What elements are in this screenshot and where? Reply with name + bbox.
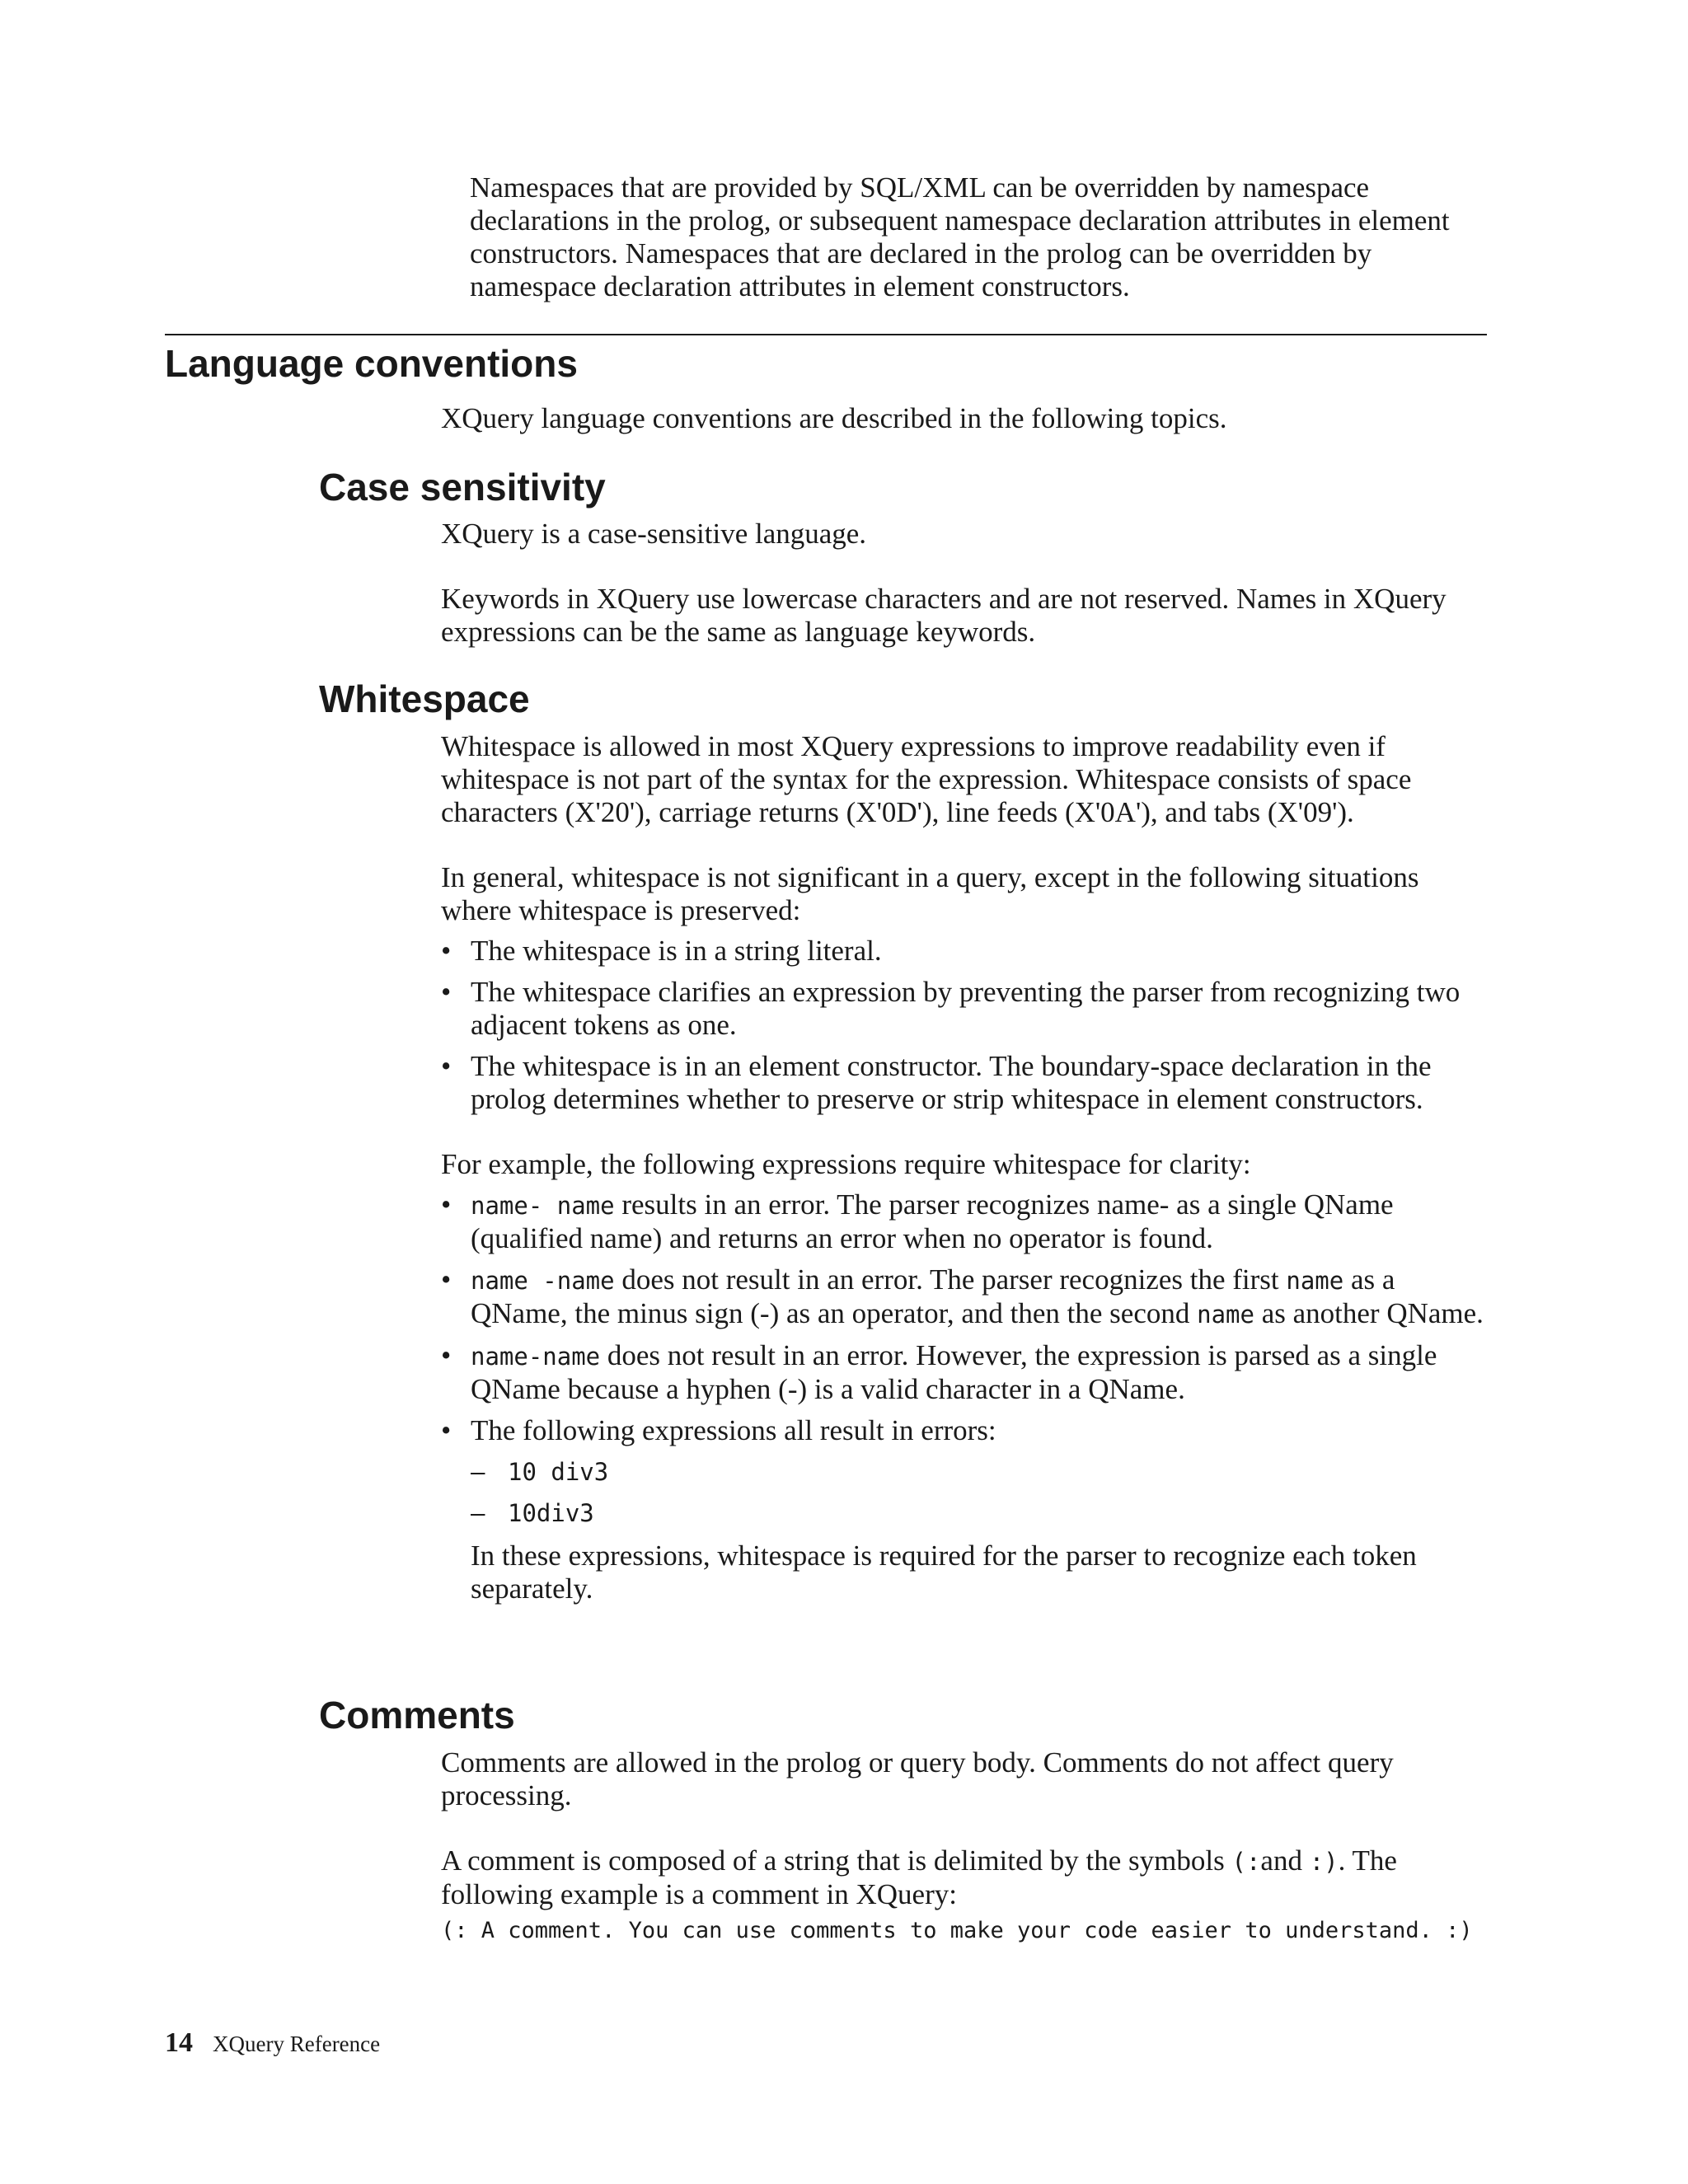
comment-example: (: A comment. You can use comments to make your code easier to understand. :) [441,1918,1473,1943]
list-item: • The whitespace is in a string literal. [441,935,1492,968]
code-snippet: name -name [471,1267,615,1295]
heading-language-conventions: Language conventions [165,342,578,385]
list-item: – 10div3 [471,1497,1492,1530]
heading-whitespace: Whitespace [319,677,530,720]
case-sensitivity-p1: XQuery is a case-sensitive language. [441,518,867,550]
heading-case-sensitivity: Case sensitivity [319,466,606,509]
book-title: XQuery Reference [213,2032,381,2056]
whitespace-p2: In general, whitespace is not significant in a query, except in the following situations where whitespace is preserved: [441,861,1419,926]
list-item: • The following expressions all result in errors: – 10 div3 – 10div3 In these expressions, whitespace is required for the parser to recognize each token separately. [441,1414,1492,1605]
code-snippet: name- name [471,1192,615,1220]
case-sensitivity-p2: Keywords in XQuery use lowercase characters and are not reserved. Names in XQuery expressions can be the same as language keywords. [441,583,1447,648]
examples-list [441,1188,1492,1605]
error-examples-note: In these expressions, whitespace is required for the parser to recognize each token separately. [471,1540,1417,1605]
code-snippet: name [1197,1301,1254,1329]
whitespace-p1: Whitespace is allowed in most XQuery expressions to improve readability even if whitespace is not part of the syntax for the expression. Whitespace consists of space characters (X'20'), carriage returns (X'0D'), line feeds (X'0A'), and tabs (X'09'). [441,730,1412,828]
page-number: 14 [165,2027,193,2058]
code-snippet: (: [1231,1848,1261,1876]
heading-comments: Comments [319,1694,515,1736]
preserved-list [441,935,1492,1116]
whitespace-body [441,730,1492,1605]
intro-paragraph: Namespaces that are provided by SQL/XML can be overridden by namespace declarations in the prolog, or subsequent namespace declaration attributes in element constructors. Namespaces that are declared in the prolog can be overridden by namespace declaration attributes in element constructors. [470,171,1450,302]
case-sensitivity-body [441,518,1488,649]
code-snippet: name-name [471,1343,601,1371]
page-footer [165,2027,380,2059]
list-item: – 10 div3 [471,1455,1492,1488]
list-item: • name-name does not result in an error. However, the expression is parsed as a single QName because a hyphen (-) is a valid character in a QName. [441,1339,1492,1406]
code-snippet: name [1286,1267,1344,1295]
section-divider [165,334,1487,335]
code-snippet: :) [1309,1848,1339,1876]
language-conventions-intro: XQuery language conventions are described in the following topics. [441,402,1227,434]
comments-p1: Comments are allowed in the prolog or query body. Comments do not affect query processing. [441,1746,1394,1811]
list-item: • name -name does not result in an error. The parser recognizes the first name as a QName, the minus sign (-) as an operator, and then the second name as another QName. [441,1263,1492,1331]
comments-p2: A comment is composed of a string that is delimited by the symbols (:and :). The following example is a comment in XQuery: [441,1844,1397,1910]
list-item: • The whitespace is in an element constructor. The boundary-space declaration in the prolog determines whether to preserve or strip whitespace in element constructors. [441,1050,1492,1116]
list-item: • name- name results in an error. The parser recognizes name- as a single QName (qualified name) and returns an error when no operator is found. [441,1188,1492,1255]
error-examples-list [471,1455,1492,1530]
list-item: • The whitespace clarifies an expression by preventing the parser from recognizing two adjacent tokens as one. [441,976,1492,1042]
whitespace-p3: For example, the following expressions require whitespace for clarity: [441,1148,1251,1180]
comments-body [441,1746,1492,1946]
